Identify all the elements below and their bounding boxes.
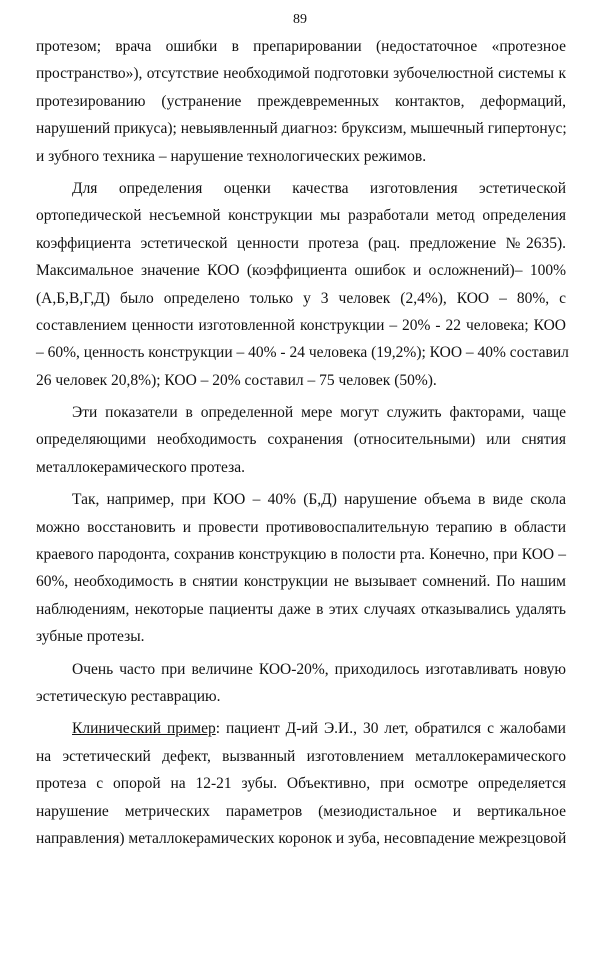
paragraph-6 bbox=[36, 715, 566, 852]
text-line: определяющими необходимость сохранения (относительными) или снятия bbox=[36, 431, 566, 449]
text-line: протезированию (устранение преждевременных контактов, деформаций, bbox=[36, 92, 566, 110]
paragraph-5 bbox=[36, 656, 566, 711]
text-line: краевого пародонта, сохранив конструкцию в полости рта. Конечно, при КОО – bbox=[36, 546, 566, 564]
text-line: Для определения оценки качества изготовления эстетической bbox=[72, 179, 566, 197]
page-number: 89 bbox=[293, 12, 307, 27]
text-line: направления) металлокерамических коронок и зуба, несовпадение межрезцовой bbox=[36, 829, 567, 847]
text-line: металлокерамического протеза. bbox=[36, 458, 245, 476]
paragraph-3 bbox=[36, 399, 566, 481]
text-line-rest: : пациент Д-ий Э.И., 30 лет, обратился с жалобами bbox=[215, 720, 566, 738]
text-line: протезом; врача ошибки в препарировании (недостаточное «протезное bbox=[36, 38, 566, 55]
text-line: 26 человек 20,8%); КОО – 20% составил – 75 человек (50%). bbox=[36, 371, 437, 389]
text-line: протеза с опорой на 12-21 зубы. Объективно, при осмотре определяется bbox=[36, 775, 566, 793]
text-line: Так, например, при КОО – 40% (Б,Д) нарушение объема в виде скола bbox=[72, 491, 566, 509]
text-line: эстетическую реставрацию. bbox=[36, 687, 221, 705]
document-body bbox=[36, 33, 569, 852]
text-line: можно восстановить и провести противовоспалительную терапию в области bbox=[36, 518, 566, 536]
paragraph-2 bbox=[36, 175, 569, 394]
text-line: составлением ценности изготовленной конструкции – 20% - 22 человека; КОО bbox=[36, 316, 566, 334]
text-line: зубные протезы. bbox=[36, 628, 145, 646]
text-line: – 60%, ценность конструкции – 40% - 24 человека (19,2%); КОО – 40% составил bbox=[36, 344, 569, 362]
text-line: 60%, необходимость в снятии конструкции не вызывает сомнений. По нашим bbox=[36, 573, 566, 591]
text-line: наблюдениям, некоторые пациенты даже в этих случаях отказывались удалять bbox=[36, 600, 566, 618]
text-line: Очень часто при величине КОО-20%, приходилось изготавливать новую bbox=[72, 660, 566, 678]
text-line: нарушений прикуса); невыявленный диагноз: бруксизм, мышечный гипертонус; bbox=[36, 120, 567, 138]
paragraph-1 bbox=[36, 33, 566, 170]
text-line: и зубного техника – нарушение технологических режимов. bbox=[36, 147, 427, 165]
paragraph-4 bbox=[36, 486, 566, 650]
text-line: на эстетический дефект, вызванный изготовлением металлокерамического bbox=[36, 747, 566, 765]
text-line: Эти показатели в определенной мере могут служить факторами, чаще bbox=[72, 404, 566, 422]
text-line: (А,Б,В,Г,Д) было определено только у 3 человек (2,4%), КОО – 80%, с bbox=[36, 289, 566, 307]
text-line: коэффициента эстетической ценности протеза (рац. предложение №2635). bbox=[36, 234, 566, 252]
text-line: нарушение метрических параметров (мезиодистальное и вертикальное bbox=[36, 802, 566, 820]
text-line: Максимальное значение КОО (коэффициента ошибок и осложнений)– 100% bbox=[36, 262, 566, 280]
text-line: ортопедической несъемной конструкции мы разработали метод определения bbox=[36, 207, 566, 225]
text-line bbox=[36, 715, 566, 742]
text-line: пространство»), отсутствие необходимой подготовки зубочелюстной системы к bbox=[36, 65, 566, 83]
clinical-example-heading: Клинический пример bbox=[72, 720, 216, 738]
